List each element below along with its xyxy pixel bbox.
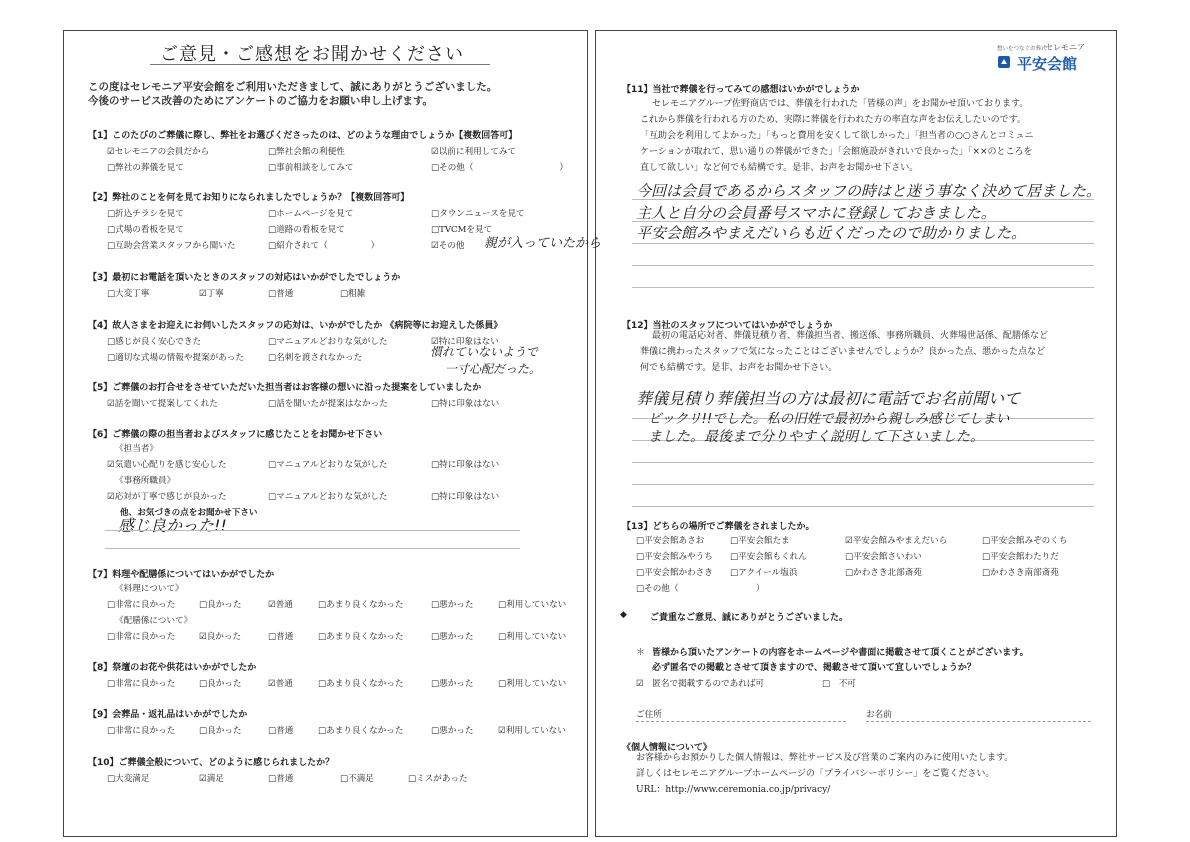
q13-opt-asao[interactable]: □平安会館あさお [636,536,705,546]
q6-sub-office: 《事務所職員》 [115,476,176,486]
q7-opt2-5[interactable]: □利用していない [498,632,567,642]
q13-opt-tama[interactable]: □平安会館たま [730,536,790,546]
q7-opt1-5[interactable]: □利用していない [498,600,567,610]
q2-opt-referral[interactable]: □紹介されて（ ） [268,241,380,251]
q2-opt-flyer[interactable]: □折込チラシを見て [107,209,184,219]
q6-opt1-no-impression[interactable]: □特に印象はない [431,460,500,470]
q12-body-3: 何でも結構です。是非、お声をお聞かせ下さい。 [640,363,838,373]
q1-opt-used-before[interactable]: ☑以前に利用してみて [431,147,517,157]
q6-handwritten: 感じ良かった!! [118,516,227,535]
q7-opt1-4[interactable]: □悪かった [431,600,474,610]
q13-opt-accueil[interactable]: □アクイール塩浜 [730,568,798,578]
name-label: お名前 [866,710,892,720]
q11-handwritten-3: 平安会館みやまえだいらも近くだったので助かりました。 [636,224,1027,242]
q4-opt-reassured[interactable]: □感じが良く安心できた [107,337,202,347]
q2-handwritten: 親が入っていたから [484,236,602,251]
consent-yes[interactable]: ☑ 匿名で掲載するのであれば可 [636,679,765,689]
q12-body-1: 最初の電話応対者、葬儀見積り者、葬儀担当者、搬送係、事務所職員、火葬場世話係、配膳係など [652,331,1049,341]
q9-opt-1[interactable]: □良かった [199,726,242,736]
q13-opt-mokuren[interactable]: □平安会館もくれん [730,552,807,562]
q6-opt2-polite[interactable]: ☑応対が丁寧で感じが良かった [107,492,227,502]
privacy-label: 《個人情報について》 [622,743,712,753]
q4-opt-proposal[interactable]: □適切な式場の情報や提案があった [107,353,244,363]
q1-label: 【1】このたびのご葬儀に際し、弊社をお選びくださったのは、どのような理由でしょうか【複数回答可】 [88,131,518,141]
q10-opt-very-satisfied[interactable]: □大変満足 [107,774,150,784]
q4-handwritten-2: 一寸心配だった。 [445,362,542,376]
q11-body-3: 「互助会を利用してよかった」「もっと費用を安くして欲しかった」「担当者の○○さんとコミュニ [640,131,1034,141]
q7-opt2-4[interactable]: □悪かった [431,632,474,642]
brand-hall: 平安会館 [1017,55,1078,73]
q4-handwritten-1: 慣れていないようで [430,345,539,359]
q9-opt-2[interactable]: □普通 [268,726,294,736]
q2-opt-tvcm[interactable]: □TVCMを見て [431,225,493,235]
q6-opt1-manual[interactable]: □マニュアルどおりな気がした [268,460,388,470]
q12-handwritten-2: ビックリ!!でした。私の旧姓で最初から親しみ感じてしまい [648,411,1010,427]
q6-opt2-no-impression[interactable]: □特に印象はない [431,492,500,502]
diamond-icon: ◆ [620,610,627,620]
q3-opt-polite[interactable]: ☑丁寧 [199,289,224,299]
q6-opt2-manual[interactable]: □マニュアルどおりな気がした [268,492,388,502]
q1-opt-other[interactable]: □その他（ ） [431,163,569,173]
intro-line-1: この度はセレモニア平安会館をご利用いただきまして、誠にありがとうございました。 [88,81,498,93]
q13-opt-mizonokuchi[interactable]: □平安会館みぞのくち [982,536,1068,546]
q7-opt1-1[interactable]: □良かった [199,600,242,610]
q8-opt-2[interactable]: ☑普通 [268,679,293,689]
q13-opt-watarida[interactable]: □平安会館わたりだ [982,552,1059,562]
q5-opt-listened-proposed[interactable]: ☑話を聞いて提案してくれた [107,399,218,409]
name-field[interactable] [866,721,1091,722]
brand-company: セレモニア [1045,43,1085,52]
q8-opt-0[interactable]: □非常に良かった [107,679,176,689]
q3-opt-rough[interactable]: □粗雑 [340,289,366,299]
q7-opt2-0[interactable]: □非常に良かった [107,632,176,642]
q2-label: 【2】弊社のことを何を見てお知りになられましたでしょうか？【複数回答可】 [88,193,410,203]
q6-other-label: 他、お気づきの点をお聞かせ下さい [120,508,258,518]
q11-label: 【11】当社で葬儀を行ってみての感想はいかがでしょうか [622,85,860,95]
q7-opt2-2[interactable]: □普通 [268,632,294,642]
q12-handwritten-1: 葬儀見積り葬儀担当の方は最初に電話でお名前聞いて [636,389,1021,408]
q7-label: 【7】料理や配膳係についてはいかがでしたか [88,570,275,580]
page-title: ご意見・ご感想をお聞かせください [160,44,464,65]
q13-opt-miyauchi[interactable]: □平安会館みやうち [636,552,713,562]
q6-sub-staff: 《担当者》 [115,444,158,454]
q8-opt-3[interactable]: □あまり良くなかった [318,679,404,689]
q1-opt-convenience[interactable]: □弊社会館の利便性 [268,147,345,157]
q13-label: 【13】どちらの場所でご葬儀をされましたか。 [622,522,815,532]
q2-opt-staff[interactable]: □互助会営業スタッフから聞いた [107,241,236,251]
q10-opt-unsatisfied[interactable]: □不満足 [340,774,374,784]
q6-label: 【6】ご葬儀の際の担当者およびスタッフに感じたことをお聞かせ下さい [88,430,383,440]
q6-opt1-caring[interactable]: ☑気遣い心配りを感じ安心した [107,460,227,470]
q11-body-5: 直して欲しい」など何でも結構です。是非、お声をお聞かせ下さい。 [640,163,919,173]
q1-opt-consultation[interactable]: □事前相談をしてみて [268,163,354,173]
q10-opt-normal[interactable]: □普通 [268,774,294,784]
q2-opt-other[interactable]: ☑その他 [431,241,465,251]
brand-tagline: 想いをつなぐお葬式 [997,46,1047,52]
q13-opt-saiwai[interactable]: □平安会館さいわい [845,552,922,562]
q13-opt-miyamaedaira[interactable]: ☑平安会館みやまえだいら [845,536,948,546]
q12-body-2: 葬儀に携わったスタッフで気になったことはございませんでしょうか？良かった点、悪かった点など [640,347,1046,357]
q9-opt-4[interactable]: □悪かった [431,726,474,736]
closing-ask-1: 皆様から頂いたアンケートの内容をホームページや書面に掲載させて頂くことがございます。 [652,648,1029,658]
q7-sub-food: 《料理について》 [115,584,184,594]
q1-opt-member[interactable]: ☑セレモニアの会員だから [107,147,210,157]
q2-opt-hall-sign[interactable]: □式場の看板を見て [107,225,184,235]
q11-body-1: セレモニアグループ佐野商店では、葬儀を行われた「皆様の声」をお聞かせ頂いております。 [652,99,1029,109]
q4-opt-no-impression[interactable]: ☑特に印象はない [431,337,499,347]
q9-opt-3[interactable]: □あまり良くなかった [318,726,404,736]
q8-label: 【8】祭壇のお花や供花はいかがでしたか [88,663,257,673]
q11-body-4: ケーションが取れて、思い通りの葬儀ができた」「会館施設がきれいで良かった」「××のところを [640,147,1033,157]
q12-handwritten-3: ました。最後まで分りやすく説明して下さいました。 [648,429,984,445]
q2-opt-townnews[interactable]: □タウンニュースを見て [431,209,525,219]
q3-opt-very-polite[interactable]: □大変丁寧 [107,289,150,299]
logo-icon [997,55,1011,69]
q2-opt-road-sign[interactable]: □道路の看板を見て [268,225,345,235]
q8-opt-4[interactable]: □悪かった [431,679,474,689]
q13-opt-south[interactable]: □かわさき南部斎苑 [982,568,1059,578]
q5-opt-no-impression[interactable]: □特に印象はない [431,399,500,409]
q9-opt-5[interactable]: ☑利用していない [498,726,566,736]
privacy-line-1: お客様からお預かりした個人情報は、弊社サービス及び営業のご案内のみに使用いたします。 [636,753,1014,763]
q7-opt1-2[interactable]: ☑普通 [268,600,293,610]
q10-opt-mistake[interactable]: □ミスがあった [408,774,468,784]
closing-ask-2: 必ず匿名での掲載とさせて頂きますので、掲載させて頂いて宜しいでしょうか？ [652,663,976,673]
q13-opt-north[interactable]: □かわさき北部斎苑 [845,568,922,578]
q7-sub-server: 《配膳係について》 [115,616,193,626]
q7-opt1-0[interactable]: □非常に良かった [107,600,176,610]
intro-line-2: 今後のサービス改善のためにアンケートのご協力をお願い申し上げます。 [88,95,434,107]
q13-opt-kawasaki[interactable]: □平安会館かわさき [636,568,713,578]
q7-opt1-3[interactable]: □あまり良くなかった [318,600,404,610]
q1-opt-saw-funeral[interactable]: □弊社の葬儀を見て [107,163,184,173]
address-field[interactable] [636,721,846,722]
q10-opt-satisfied[interactable]: ☑満足 [199,774,224,784]
q3-opt-normal[interactable]: □普通 [268,289,294,299]
q4-opt-no-card[interactable]: □名刺を渡されなかった [268,353,363,363]
q3-label: 【3】最初にお電話を頂いたときのスタッフの対応はいかがでしたでしょうか [88,273,401,283]
q5-label: 【5】ご葬儀のお打合せをさせていただいた担当者はお客様の想いに沿った提案をしていましたか [88,383,482,393]
privacy-url[interactable]: URL：http://www.ceremonia.co.jp/privacy/ [636,785,831,795]
closing-thanks: ご貴重なご意見、誠にありがとうございました。 [650,613,849,623]
q11-handwritten-1: 今回は会員であるからスタッフの時はと迷う事なく決めて居ました。 [636,182,1102,200]
consent-no[interactable]: □ 不可 [822,679,856,689]
q10-label: 【10】ご葬儀全般について、どのように感じられましたか？ [88,758,335,768]
q7-opt2-1[interactable]: ☑良かった [199,632,242,642]
asterisk-icon: ＊ [636,648,646,658]
q9-opt-0[interactable]: □非常に良かった [107,726,176,736]
q2-opt-homepage[interactable]: □ホームページを見て [268,209,354,219]
q8-opt-1[interactable]: □良かった [199,679,242,689]
q13-opt-other[interactable]: □その他（ ） [636,584,765,594]
q12-label: 【12】当社のスタッフについてはいかがでしょうか [622,321,833,331]
q7-opt2-3[interactable]: □あまり良くなかった [318,632,404,642]
q4-label: 【4】故人さまをお迎えにお伺いしたスタッフの応対は、いかがでしたか 《病院等にお迎えした係員》 [88,321,503,331]
q11-body-2: これから葬儀を行われる方のため、実際に葬儀を行われた方の率直な声をお伝えしたいのです。 [640,115,1026,125]
privacy-line-2: 詳しくはセレモニアグループホームページの「プライバシーポリシー」をご覧ください。 [636,769,995,779]
address-label: ご住所 [636,710,662,720]
q8-opt-5[interactable]: □利用していない [498,679,567,689]
q11-handwritten-2: 主人と自分の会員番号スマホに登録しておきました。 [636,204,996,222]
q4-opt-manual[interactable]: □マニュアルどおりな気がした [268,337,388,347]
q9-label: 【9】会葬品・返礼品はいかがでしたか [88,710,248,720]
q5-opt-no-proposal[interactable]: □話を聞いたが提案はなかった [268,399,388,409]
